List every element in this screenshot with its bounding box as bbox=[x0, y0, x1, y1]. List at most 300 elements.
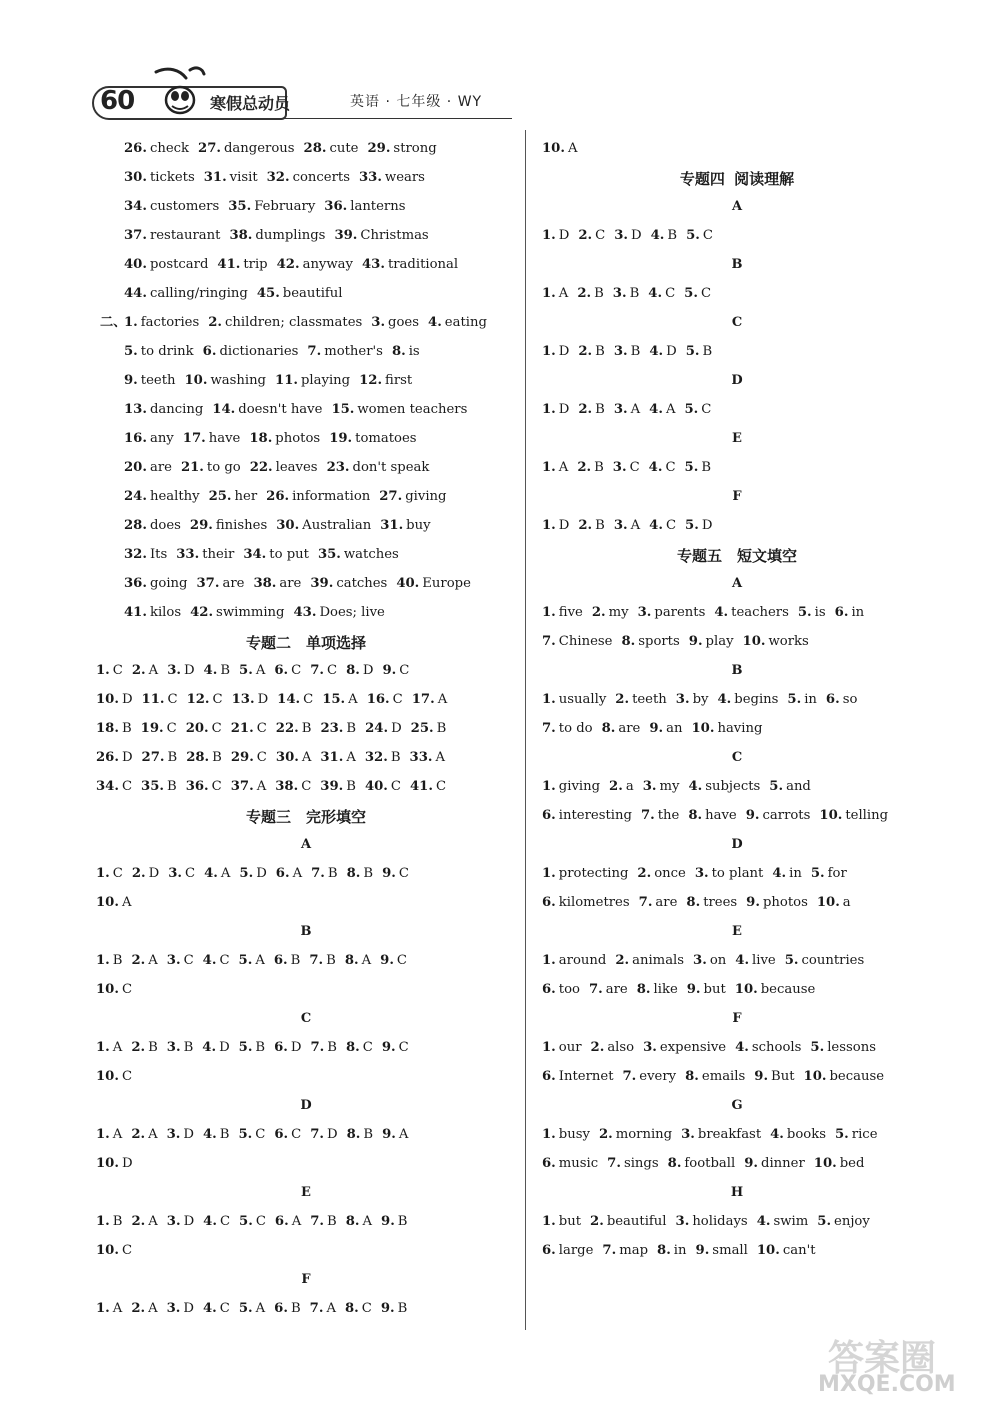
answer-text: C bbox=[291, 1127, 302, 1142]
answer-number: 34. bbox=[124, 199, 147, 214]
answer-line bbox=[96, 1126, 516, 1155]
answer-item bbox=[757, 1242, 816, 1260]
answer-item bbox=[613, 285, 639, 303]
answer-text: A bbox=[256, 779, 267, 794]
answer-text: interesting bbox=[558, 808, 632, 823]
answer-text: B bbox=[346, 779, 356, 794]
answer-item bbox=[542, 633, 612, 651]
answer-item bbox=[382, 1039, 409, 1057]
answer-item bbox=[231, 778, 266, 796]
answer-item bbox=[804, 1068, 885, 1086]
answer-number: 1. bbox=[96, 953, 110, 968]
answer-item bbox=[276, 749, 311, 767]
header-rule bbox=[282, 118, 512, 119]
answer-number: 34. bbox=[243, 547, 267, 562]
left-column bbox=[96, 140, 516, 1329]
answer-number: 8. bbox=[345, 1040, 360, 1055]
answer-number: 1. bbox=[542, 228, 556, 243]
answer-text: D bbox=[666, 344, 677, 359]
answer-text: finishes bbox=[215, 518, 268, 533]
answer-line bbox=[96, 1300, 516, 1329]
answer-number: 33. bbox=[358, 170, 382, 185]
answer-text: C bbox=[167, 692, 178, 707]
answer-text: rice bbox=[851, 1127, 878, 1142]
answer-item bbox=[304, 140, 359, 158]
passage-label: D bbox=[731, 373, 743, 388]
answer-text: B bbox=[301, 721, 312, 736]
answer-text: D bbox=[558, 402, 570, 417]
answer-text: like bbox=[653, 982, 678, 997]
answer-number: 17. bbox=[411, 692, 435, 707]
answer-line bbox=[542, 1039, 932, 1068]
answer-text: D bbox=[148, 866, 160, 881]
answer-text: Chinese bbox=[558, 634, 613, 649]
answer-line bbox=[96, 488, 516, 517]
answer-text: live bbox=[752, 953, 776, 968]
answer-item bbox=[347, 1126, 373, 1144]
answer-number: 3. bbox=[694, 866, 709, 881]
answer-text: C bbox=[256, 721, 267, 736]
answer-text: a bbox=[625, 779, 634, 794]
answer-item bbox=[346, 1039, 373, 1057]
answer-item bbox=[607, 1155, 658, 1173]
answer-text: B bbox=[436, 721, 447, 736]
right-column bbox=[542, 140, 932, 1271]
answer-number: 7. bbox=[310, 1127, 324, 1142]
answer-item bbox=[124, 227, 220, 245]
answer-item bbox=[639, 894, 678, 912]
answer-item bbox=[320, 720, 356, 738]
answer-text: Australian bbox=[302, 518, 372, 533]
answer-item bbox=[542, 517, 569, 535]
answer-line bbox=[542, 981, 932, 1010]
answer-item bbox=[96, 749, 133, 767]
answer-text: to do bbox=[558, 721, 593, 736]
answer-number: 1. bbox=[542, 1040, 556, 1055]
answer-item bbox=[542, 227, 569, 245]
answer-text: sings bbox=[623, 1156, 659, 1171]
answer-text: photos bbox=[762, 895, 808, 910]
answer-item bbox=[187, 691, 223, 709]
passage-label: G bbox=[731, 1098, 743, 1113]
answer-text: C bbox=[399, 663, 410, 678]
answer-item bbox=[381, 1300, 407, 1318]
answer-number: 2. bbox=[578, 518, 593, 533]
answer-item bbox=[229, 227, 325, 245]
answer-line bbox=[542, 604, 932, 633]
answer-text: usually bbox=[558, 692, 607, 707]
answer-text: B bbox=[183, 1040, 194, 1055]
answer-text: schools bbox=[751, 1040, 802, 1055]
answer-number: 4. bbox=[203, 1214, 217, 1229]
answer-item bbox=[649, 720, 682, 738]
answer-item bbox=[542, 401, 569, 419]
answer-number: 10. bbox=[803, 1069, 827, 1084]
answer-number: 5. bbox=[684, 460, 699, 475]
answer-item bbox=[382, 662, 409, 680]
answer-number: 7. bbox=[542, 721, 556, 736]
answer-text: to go bbox=[206, 460, 241, 475]
answer-number: 4. bbox=[649, 344, 664, 359]
answer-item bbox=[602, 1242, 648, 1260]
answer-number: 2. bbox=[590, 1040, 605, 1055]
answer-text: C bbox=[183, 953, 194, 968]
answer-number: 2. bbox=[577, 460, 592, 475]
answer-text: C bbox=[121, 1069, 133, 1084]
answer-line bbox=[96, 691, 516, 720]
answer-text: visit bbox=[229, 170, 258, 185]
answer-text: cute bbox=[329, 141, 359, 156]
answer-item bbox=[676, 1213, 748, 1231]
answer-number: 4. bbox=[717, 692, 732, 707]
answer-text: for bbox=[827, 866, 847, 881]
answer-item bbox=[578, 401, 604, 419]
book-subtitle: 英语 · 七年级 · WY bbox=[350, 94, 483, 110]
answer-item bbox=[744, 1155, 805, 1173]
passage-label: C bbox=[300, 1011, 312, 1026]
answer-item bbox=[542, 1126, 590, 1144]
answer-number: 7. bbox=[309, 1301, 324, 1316]
answer-item bbox=[542, 1068, 614, 1086]
answer-number: 6. bbox=[273, 953, 288, 968]
answer-item bbox=[239, 1039, 265, 1057]
answer-number: 37. bbox=[196, 576, 220, 591]
answer-number: 9. bbox=[124, 373, 138, 388]
answer-item bbox=[614, 343, 640, 361]
answer-item bbox=[239, 952, 265, 970]
answer-number: 1. bbox=[542, 402, 556, 417]
answer-text: A bbox=[630, 518, 641, 533]
answer-item bbox=[293, 604, 384, 622]
answer-item bbox=[124, 604, 181, 622]
answer-item bbox=[649, 517, 676, 535]
answer-line bbox=[542, 1155, 932, 1184]
answer-number: 9. bbox=[380, 1301, 395, 1316]
answer-item bbox=[577, 459, 603, 477]
answer-text: wears bbox=[384, 170, 425, 185]
answer-number: 41. bbox=[124, 605, 147, 620]
passage-label: B bbox=[731, 663, 743, 678]
answer-number: 3. bbox=[675, 692, 690, 707]
answer-text: C bbox=[362, 1040, 373, 1055]
answer-text: tickets bbox=[149, 170, 195, 185]
answer-text: but bbox=[558, 1214, 582, 1229]
answer-item bbox=[591, 1039, 635, 1057]
section-heading: 专题五 短文填空 bbox=[676, 547, 797, 565]
answer-number: 1. bbox=[542, 344, 556, 359]
answer-item bbox=[810, 1039, 876, 1057]
answer-item bbox=[615, 952, 684, 970]
answer-item bbox=[785, 952, 865, 970]
answer-number: 4. bbox=[649, 518, 663, 533]
answer-number: 5. bbox=[769, 779, 784, 794]
answer-number: 25. bbox=[208, 489, 232, 504]
answer-number: 8. bbox=[391, 344, 406, 359]
answer-number: 10. bbox=[96, 692, 119, 707]
answer-item bbox=[311, 865, 337, 883]
answer-text: A bbox=[255, 1301, 266, 1316]
answer-item bbox=[124, 488, 200, 506]
answer-text: any bbox=[149, 431, 174, 446]
answer-item bbox=[365, 778, 401, 796]
answer-text: because bbox=[760, 982, 816, 997]
answer-number: 3. bbox=[693, 953, 707, 968]
answer-number: 44. bbox=[124, 286, 147, 301]
answer-number: 28. bbox=[303, 141, 327, 156]
answer-item bbox=[124, 169, 195, 187]
answer-number: 1. bbox=[96, 1214, 110, 1229]
answer-number: 1. bbox=[542, 460, 556, 475]
answer-item bbox=[274, 1126, 301, 1144]
answer-number: 10. bbox=[742, 634, 766, 649]
answer-item bbox=[380, 952, 407, 970]
answer-number: 5. bbox=[685, 518, 699, 533]
answer-text: B bbox=[167, 750, 178, 765]
answer-item bbox=[275, 1213, 301, 1231]
answer-number: 1. bbox=[542, 953, 556, 968]
answer-number: 7. bbox=[311, 866, 325, 881]
answer-text: D bbox=[391, 721, 402, 736]
answer-text: customers bbox=[149, 199, 220, 214]
answer-item bbox=[542, 1242, 593, 1260]
answer-text: kilometres bbox=[558, 895, 630, 910]
answer-item bbox=[250, 459, 318, 477]
answer-number: 42. bbox=[190, 605, 214, 620]
answer-line bbox=[96, 1155, 516, 1184]
answer-item bbox=[798, 604, 826, 622]
answer-number: 7. bbox=[310, 1040, 325, 1055]
answer-text: have bbox=[705, 808, 737, 823]
answer-text: B bbox=[397, 1301, 408, 1316]
answer-number: 9. bbox=[382, 866, 396, 881]
answer-number: 7. bbox=[638, 895, 653, 910]
answer-item bbox=[310, 575, 387, 593]
answer-text: works bbox=[768, 634, 809, 649]
answer-text: lessons bbox=[827, 1040, 876, 1055]
answer-text: B bbox=[327, 866, 338, 881]
answer-text: C bbox=[256, 750, 267, 765]
answer-line bbox=[96, 401, 516, 430]
answer-number: 10. bbox=[756, 1243, 780, 1258]
answer-number: 2. bbox=[578, 402, 593, 417]
answer-number: 1. bbox=[542, 286, 556, 301]
answer-number: 1. bbox=[96, 1127, 110, 1142]
answer-text: C bbox=[700, 286, 712, 301]
answer-number: 32. bbox=[266, 170, 290, 185]
answer-item bbox=[96, 865, 123, 883]
answer-text: C bbox=[255, 1214, 266, 1229]
answer-item bbox=[754, 1068, 794, 1086]
answer-text: B bbox=[594, 460, 604, 475]
answer-number: 8. bbox=[621, 634, 636, 649]
answer-item bbox=[817, 894, 851, 912]
answer-number: 7. bbox=[602, 1243, 617, 1258]
answer-item bbox=[735, 952, 775, 970]
answer-item bbox=[124, 575, 188, 593]
answer-item bbox=[307, 343, 383, 361]
answer-number: 9. bbox=[745, 808, 760, 823]
answer-item bbox=[186, 778, 222, 796]
answer-number: 8. bbox=[657, 1243, 671, 1258]
answer-line bbox=[96, 1213, 516, 1242]
answer-text: B bbox=[121, 721, 132, 736]
answer-item bbox=[96, 952, 122, 970]
answer-text: But bbox=[771, 1069, 795, 1084]
answer-text: is bbox=[814, 605, 826, 620]
answer-text: D bbox=[290, 1040, 302, 1055]
answer-number: 3. bbox=[675, 1214, 690, 1229]
answer-item bbox=[167, 952, 194, 970]
answer-text: B bbox=[363, 1127, 374, 1142]
answer-item bbox=[131, 1126, 157, 1144]
answer-item bbox=[684, 401, 711, 419]
answer-item bbox=[643, 778, 680, 796]
answer-text: are bbox=[605, 982, 628, 997]
answer-number: 10. bbox=[96, 1243, 119, 1258]
answer-number: 5. bbox=[124, 344, 138, 359]
answer-item bbox=[181, 459, 241, 477]
answer-text: B bbox=[630, 344, 641, 359]
answer-item bbox=[542, 691, 606, 709]
answer-text: C bbox=[629, 460, 640, 475]
answer-number: 4. bbox=[202, 1040, 217, 1055]
answer-item bbox=[542, 952, 606, 970]
answer-item bbox=[609, 778, 634, 796]
answer-number: 28. bbox=[186, 750, 210, 765]
answer-line bbox=[542, 691, 932, 720]
answer-item bbox=[96, 691, 133, 709]
answer-number: 12. bbox=[359, 373, 383, 388]
answer-text: teachers bbox=[731, 605, 789, 620]
answer-text: C bbox=[301, 779, 312, 794]
passage-label: B bbox=[300, 924, 312, 939]
answer-number: 5. bbox=[238, 953, 253, 968]
answer-item bbox=[203, 952, 230, 970]
answer-item bbox=[542, 981, 580, 999]
answer-item bbox=[743, 633, 809, 651]
answer-number: 5. bbox=[835, 1127, 849, 1142]
answer-text: children; classmates bbox=[225, 315, 363, 330]
answer-item bbox=[649, 459, 676, 477]
answer-number: 26. bbox=[124, 141, 147, 156]
answer-text: strong bbox=[393, 141, 437, 156]
answer-text: D bbox=[558, 228, 570, 243]
answer-line bbox=[96, 517, 516, 546]
answer-number: 33. bbox=[409, 750, 433, 765]
answer-text: too bbox=[558, 982, 580, 997]
answer-number: 31. bbox=[380, 518, 404, 533]
answer-item bbox=[542, 894, 630, 912]
answer-number: 16. bbox=[124, 431, 147, 446]
answer-text: calling/ringing bbox=[149, 286, 248, 301]
answer-number: 5. bbox=[239, 866, 254, 881]
answer-number: 5. bbox=[810, 1040, 825, 1055]
answer-text: B bbox=[148, 1040, 158, 1055]
answer-item bbox=[203, 1300, 230, 1318]
answer-number: 1. bbox=[542, 1127, 556, 1142]
answer-item bbox=[96, 1068, 132, 1086]
answer-number: 3. bbox=[166, 953, 181, 968]
answer-item bbox=[362, 256, 458, 274]
answer-number: 7. bbox=[307, 344, 322, 359]
answer-item bbox=[381, 1213, 407, 1231]
answer-number: 41. bbox=[217, 257, 241, 272]
answer-number: 30. bbox=[124, 170, 147, 185]
answer-text: B bbox=[595, 402, 605, 417]
answer-number: 9. bbox=[746, 895, 760, 910]
answer-number: 36. bbox=[124, 576, 147, 591]
answer-text: swimming bbox=[216, 605, 285, 620]
answer-text: A bbox=[148, 663, 159, 678]
answer-number: 2. bbox=[208, 315, 223, 330]
answer-number: 5. bbox=[684, 402, 699, 417]
answer-item bbox=[96, 981, 132, 999]
answer-text: kilos bbox=[149, 605, 182, 620]
answer-number: 1. bbox=[542, 1214, 556, 1229]
answer-text: B bbox=[346, 721, 357, 736]
answer-item bbox=[657, 1242, 687, 1260]
passage-label: F bbox=[301, 1272, 311, 1287]
answer-number: 3. bbox=[613, 518, 628, 533]
answer-text: in bbox=[804, 692, 817, 707]
answer-text: B bbox=[595, 518, 605, 533]
answer-number: 8. bbox=[667, 1156, 682, 1171]
answer-line bbox=[96, 778, 516, 807]
answer-item bbox=[124, 546, 167, 564]
answer-text: C bbox=[112, 663, 123, 678]
answer-text: A bbox=[112, 1127, 123, 1142]
answer-number: 19. bbox=[140, 721, 164, 736]
answer-number: 8. bbox=[686, 895, 701, 910]
answer-number: 6. bbox=[542, 982, 556, 997]
answer-item bbox=[190, 517, 267, 535]
answer-item bbox=[184, 372, 266, 390]
answer-number: 1. bbox=[542, 692, 556, 707]
answer-text: D bbox=[558, 344, 570, 359]
answer-text: holidays bbox=[692, 1214, 748, 1229]
answer-number: 3. bbox=[614, 228, 629, 243]
answer-item bbox=[695, 865, 764, 883]
answer-item bbox=[614, 227, 641, 245]
answer-text: D bbox=[183, 1214, 195, 1229]
answer-item bbox=[637, 865, 685, 883]
answer-number: 4. bbox=[688, 779, 703, 794]
answer-text: teeth bbox=[140, 373, 176, 388]
answer-number: 8. bbox=[685, 1069, 699, 1084]
answer-text: A bbox=[121, 895, 132, 910]
answer-number: 19. bbox=[329, 431, 353, 446]
answer-number: 6. bbox=[274, 1127, 289, 1142]
answer-number: 6. bbox=[274, 1301, 288, 1316]
answer-item bbox=[124, 372, 175, 390]
answer-text: B bbox=[701, 460, 712, 475]
answer-item bbox=[276, 720, 312, 738]
answer-number: 36. bbox=[185, 779, 209, 794]
answer-number: 4. bbox=[772, 866, 787, 881]
answer-number: 5. bbox=[684, 286, 698, 301]
answer-number: 4. bbox=[648, 460, 663, 475]
answer-number: 5. bbox=[685, 344, 700, 359]
passage-label: B bbox=[731, 257, 743, 272]
answer-item bbox=[542, 140, 577, 158]
answer-text: in bbox=[673, 1243, 687, 1258]
answer-item bbox=[96, 1213, 122, 1231]
answer-number: 1. bbox=[96, 866, 110, 881]
answer-number: 3. bbox=[612, 460, 627, 475]
answer-number: 8. bbox=[345, 1214, 360, 1229]
answer-item bbox=[746, 894, 808, 912]
answer-item bbox=[309, 952, 335, 970]
